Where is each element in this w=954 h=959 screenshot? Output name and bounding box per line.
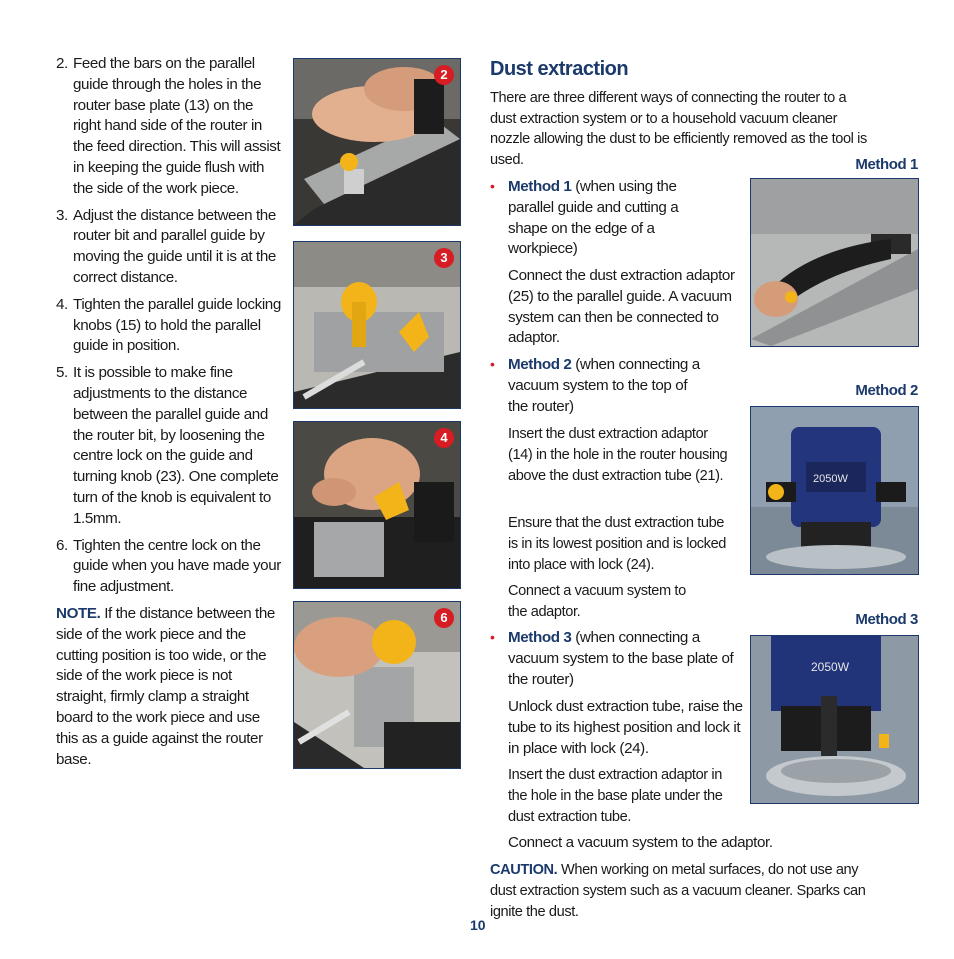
step-number: 4. [56,295,68,313]
note [56,604,284,770]
method-3-photo [750,635,919,804]
photo-badge: 2 [434,65,454,85]
method-2-heading [508,355,708,417]
step-text: Feed the bars on the parallel guide through the holes in the router base plate (13) on the right hand side of the router in the feed direction. This will assist in keeping the guide flush with the side of the work piece. [73,55,281,197]
photo-badge: 4 [434,428,454,448]
intro-text: There are three different ways of connecting the router to a dust extraction system or to a household vacuum cleaner nozzle allowing the dust to be efficiently removed as the tool is used. [490,90,867,168]
step-number: 6. [56,536,68,554]
bullet: • [490,629,495,645]
method-3-heading [508,628,743,690]
method-1-photo [750,178,919,347]
method-1-name: Method 1 [508,178,572,195]
photo-image [294,242,460,408]
method-3-para-2: Insert the dust extraction adaptor in the hole in the base plate under the dust extraction tube. [508,767,723,825]
method-2-para-2: Ensure that the dust extraction tube is in its lowest position and is locked into place with lock (24). [508,515,727,573]
photo-image [751,407,918,574]
method-3-para-1: Unlock dust extraction tube, raise the tube to its highest position and lock it in place with lock (24). [508,698,743,757]
method-3-label: Method 3 [855,611,918,628]
photo-image [294,422,460,588]
step-6 [56,536,284,598]
step-text: Tighten the parallel guide locking knobs (15) to hold the parallel guide in position. [73,295,281,355]
photo-image [751,636,918,803]
method-2-name: Method 2 [508,356,572,373]
caution-text: When working on metal surfaces, do not use any dust extraction system such as a vacuum cleaner. Sparks can ignite the dust. [490,862,866,920]
section-title: Dust extraction [490,58,629,80]
photo-step-2 [293,58,461,226]
step-4 [56,295,284,357]
method-2-photo [750,406,919,575]
photo-image [294,602,460,768]
step-3 [56,206,284,289]
bullet: • [490,178,495,194]
method-2-para-1: Insert the dust extraction adaptor (14) in the hole in the router housing above the dust extraction tube (21). [508,426,728,484]
photo-badge: 3 [434,248,454,268]
method-2-label: Method 2 [855,382,918,399]
method-2-desc: (when connecting a vacuum system to the top of the router) [508,356,700,415]
method-3-para-3: Connect a vacuum system to the adaptor. [508,834,773,851]
page-number: 10 [470,917,486,933]
method-1-label: Method 1 [855,156,918,173]
caution-label: CAUTION. [490,862,558,878]
step-number: 3. [56,206,68,224]
method-3-desc: (when connecting a vacuum system to the base plate of the router) [508,629,734,688]
method-3-name: Method 3 [508,629,572,646]
photo-step-3 [293,241,461,409]
method-2-para-3: Connect a vacuum system to the adaptor. [508,583,686,620]
note-label: NOTE. [56,604,101,622]
photo-step-4 [293,421,461,589]
method-1-para-1: Connect the dust extraction adaptor (25) to the parallel guide. A vacuum system can then be connected to adaptor. [508,267,735,347]
instructions-column [56,54,284,770]
step-5 [56,363,284,529]
caution [490,860,885,922]
photo-badge: 6 [434,608,454,628]
router-text: 2050W [813,473,848,485]
method-1-desc: (when using the parallel guide and cutting a shape on the edge of a workpiece) [508,178,679,258]
step-text: Tighten the centre lock on the guide when you have made your fine adjustment. [73,536,281,596]
step-text: Adjust the distance between the router bit and parallel guide by moving the guide until it is at the correct distance. [73,206,276,286]
photo-image [751,179,918,346]
note-text: If the distance between the side of the work piece and the cutting position is too wide, or the side of the work piece is not straight, firmly clamp a straight board to the work piece and use this as a guide against the router base. [56,604,275,768]
step-number: 2. [56,55,68,72]
photo-image [294,59,460,225]
step-number: 5. [56,364,68,382]
step-text: It is possible to make fine adjustments to the distance between the parallel guide and the router bit, by loosening the centre lock on the guide and turning knob (23). One complete turn of the knob is equivalent to 1.5mm. [73,364,279,527]
router-text: 2050W [811,660,850,674]
method-1-heading [508,177,708,260]
step-2 [56,54,284,200]
photo-step-6 [293,601,461,769]
bullet: • [490,356,495,372]
